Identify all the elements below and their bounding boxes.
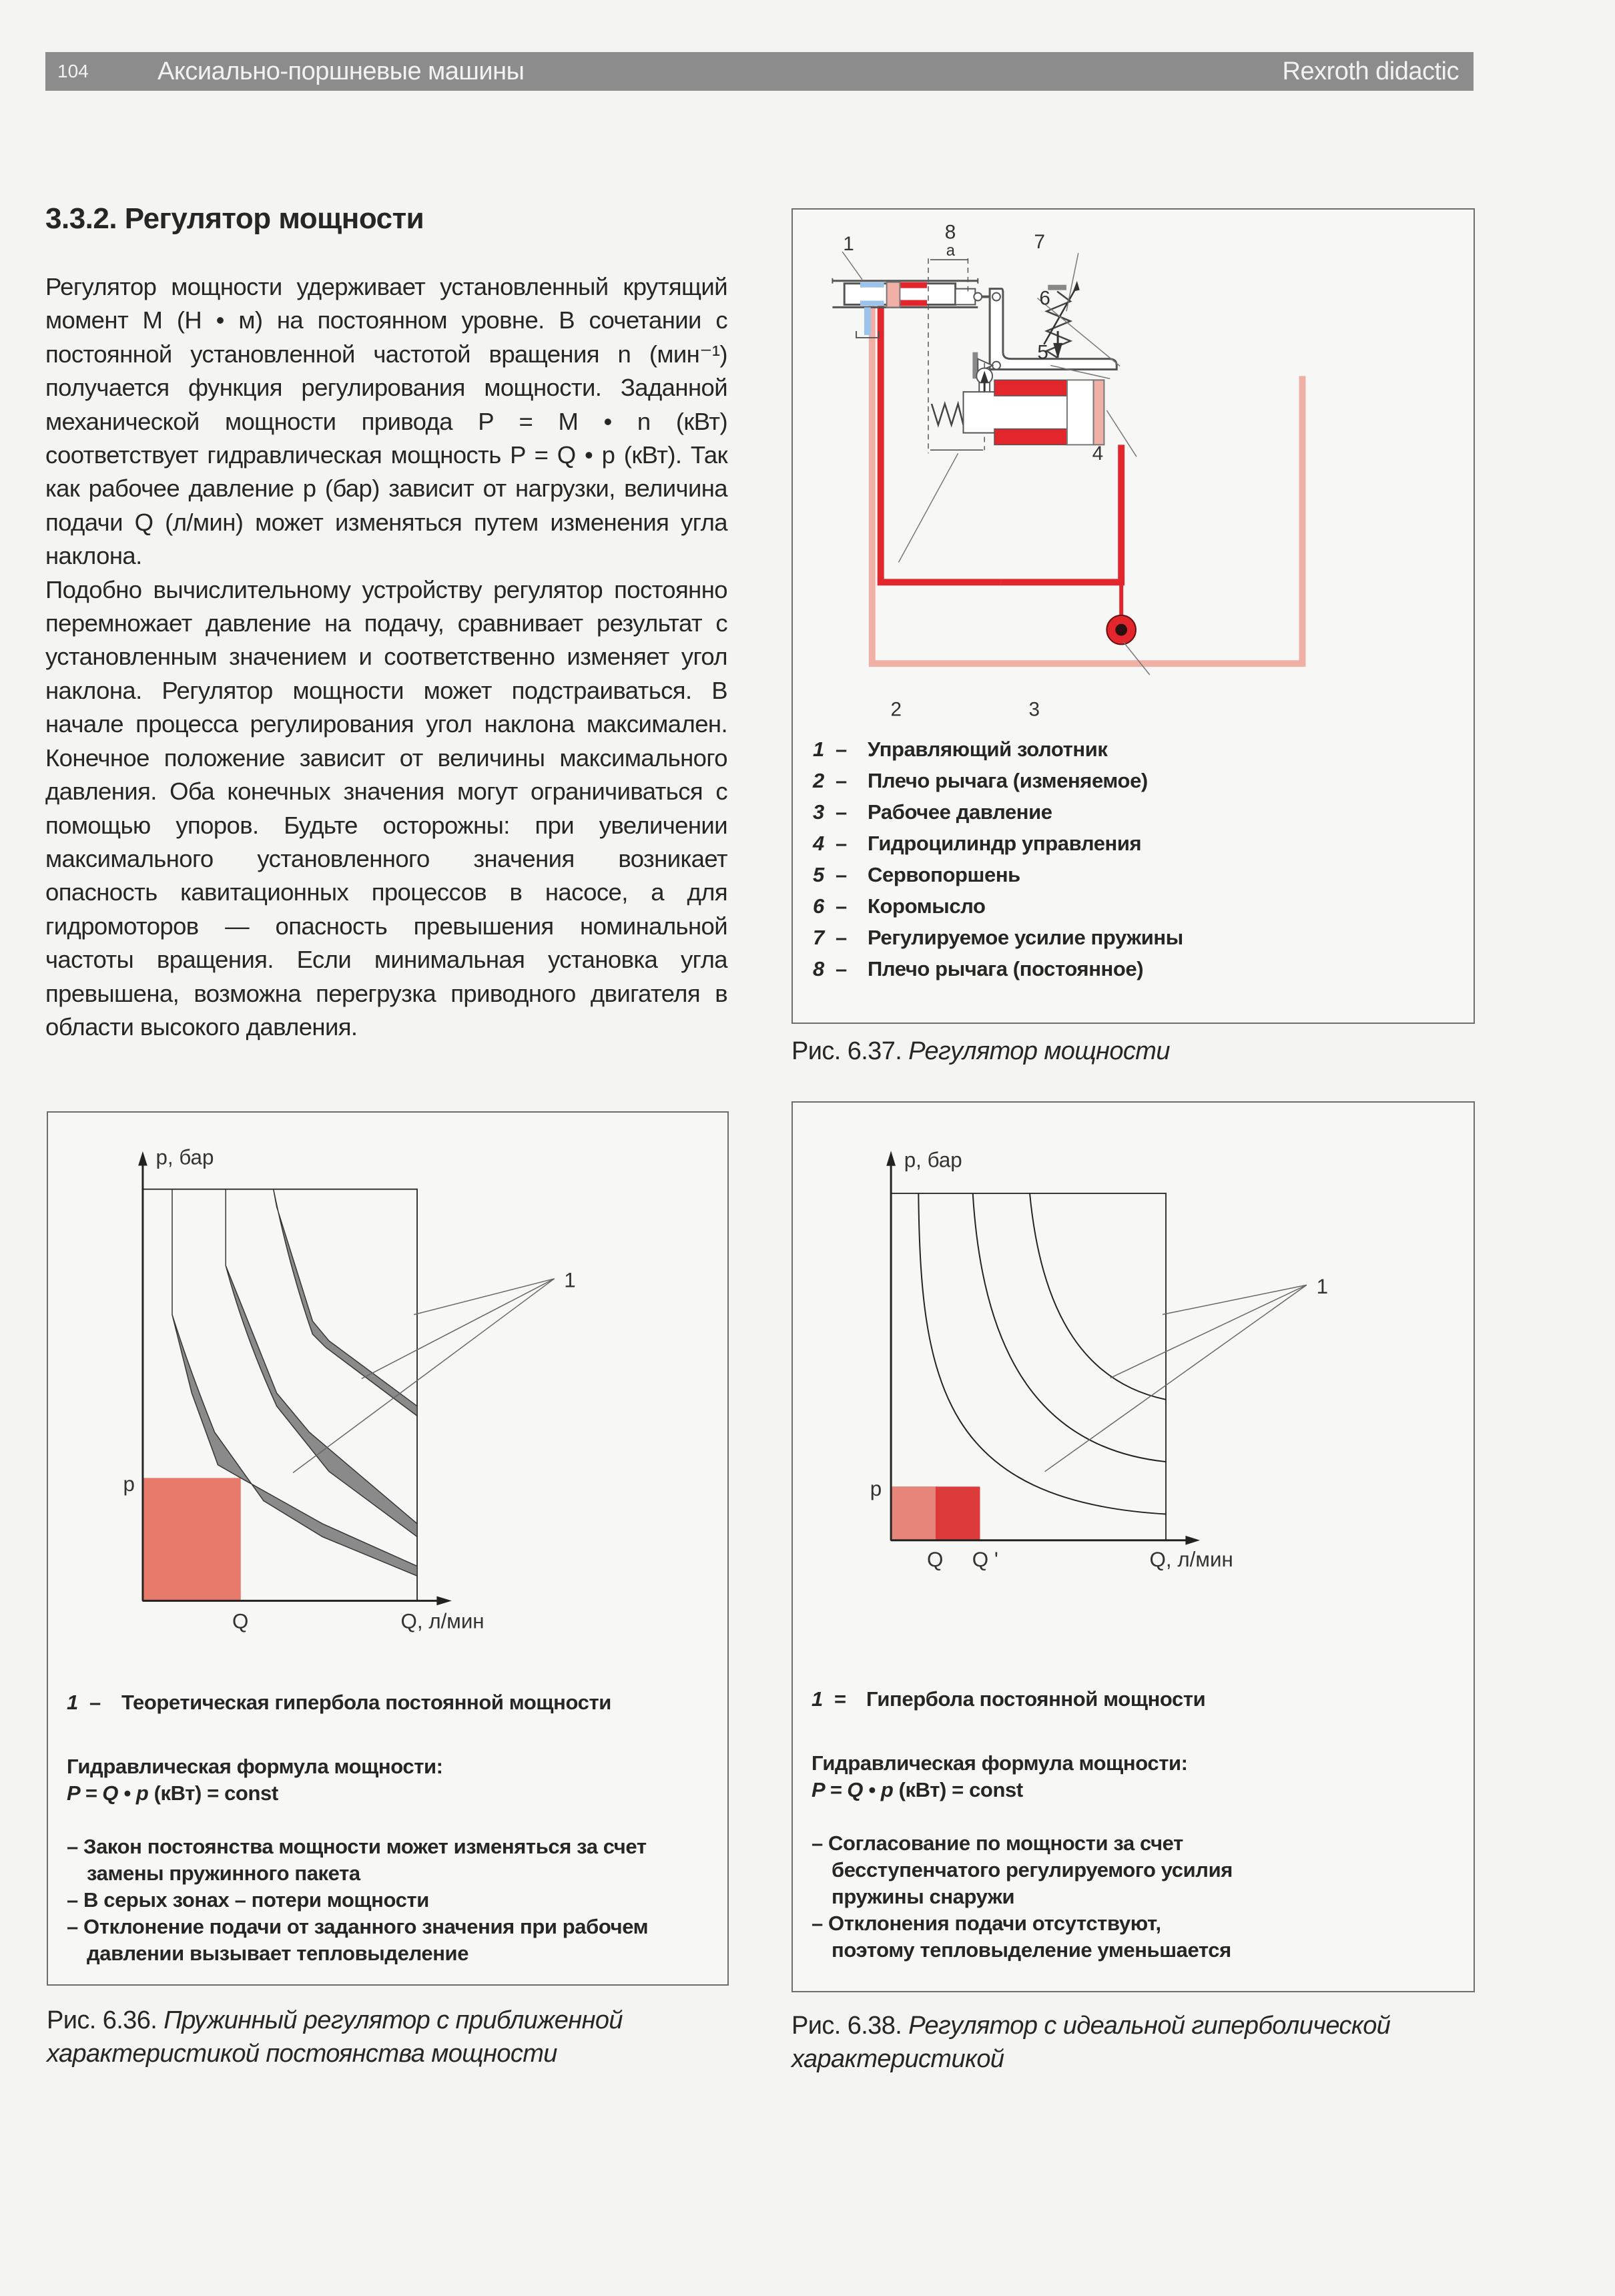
figure-6-36-notes [67,1753,707,1967]
figure-6-38-legend: 1 = Гипербола постоянной мощности [812,1687,1206,1711]
notes-list [67,1833,707,1967]
note-item: – Закон постоянства мощности может изменяться за счет замены пружинного пакета [67,1835,647,1885]
figure-6-37-legend [813,734,1183,984]
svg-text:8: 8 [944,221,956,244]
svg-text:a: a [946,242,955,260]
figure-6-38-caption: Рис. 6.38. Регулятор с идеальной гиперболической характеристикой [791,2012,1391,2073]
power-formula: P = Q • p (кВт) = const [67,1781,278,1805]
svg-text:1: 1 [1316,1275,1329,1299]
svg-text:5: 5 [1037,341,1048,364]
power-regulator-schematic [793,210,1474,730]
section-title: 3.3.2. Регулятор мощности [45,202,424,235]
svg-text:1: 1 [564,1268,576,1292]
svg-text:p, бар: p, бар [155,1145,214,1169]
figure-6-38-notes [812,1750,1452,1964]
brand-label: Rexroth didactic [1282,57,1459,85]
note-item: – Отклонения подачи отсутствуют, поэтому тепловыделение уменьшается [812,1912,1231,1962]
legend-item: 8 – Плечо рычага (постоянное) [813,957,1144,980]
ideal-hyperbola-chart [793,1103,1474,1690]
formula-title: Гидравлическая формула мощности: [67,1755,443,1778]
svg-text:Q, л/мин: Q, л/мин [1149,1548,1233,1571]
legend-item: 2 – Плечо рычага (изменяемое) [813,769,1148,792]
svg-text:Q: Q [232,1609,249,1633]
svg-text:Q: Q [927,1548,944,1571]
paragraph-1: Регулятор мощности удерживает установленный крутящий момент M (Н • м) на постоянном уровне. В сочетании с постоянной установленной частотой вращения n (мин⁻¹) получается функция регулирования мощности. Заданной механической мощности привода P = M • n (кВт) соответствует гидравлическая мощность P = Q • p (кВт). Так как рабочее давление p (бар) зависит от нагрузки, величина подачи Q (л/мин) может изменяться путем изменения угла наклона. [45,273,727,570]
svg-text:Q ': Q ' [972,1548,998,1571]
svg-text:p: p [870,1477,882,1501]
legend-item: 5 – Сервопоршень [813,863,1020,886]
legend-item: 4 – Гидроцилиндр управления [813,832,1142,855]
notes-list [812,1830,1239,1964]
legend-item: 7 – Регулируемое усилие пружины [813,926,1183,949]
svg-text:1: 1 [843,233,854,256]
figure-6-37-box [791,208,1475,1024]
body-text [45,270,727,1044]
svg-text:2: 2 [890,698,902,721]
figure-6-36-box [47,1111,729,1986]
legend-item: 1 – Управляющий золотник [813,738,1108,761]
svg-text:p, бар: p, бар [904,1148,962,1172]
pump-icon [1106,615,1136,645]
figure-6-37-caption: Рис. 6.37. Регулятор мощности [791,1037,1170,1065]
legend-item: 3 – Рабочее давление [813,800,1052,824]
svg-text:7: 7 [1034,231,1045,254]
svg-text:6: 6 [1039,287,1050,310]
figure-6-36-caption: Рис. 6.36. Пружинный регулятор с приближенной характеристикой постоянства мощности [47,2006,623,2068]
power-formula: P = Q • p (кВт) = const [812,1778,1023,1801]
chapter-title: Аксиально-поршневые машины [157,57,525,85]
note-item: – Отклонение подачи от заданного значения при рабочем давлении вызывает тепловыделение [67,1915,649,1965]
svg-text:Q, л/мин: Q, л/мин [400,1609,485,1633]
figure-6-36-legend: 1 – Теоретическая гипербола постоянной мощности [67,1691,611,1714]
note-item: – Согласование по мощности за счет бесступенчатого регулируемого усилия пружины снаружи [812,1831,1233,1908]
control-spool-icon [832,278,995,338]
svg-text:3: 3 [1028,698,1040,721]
note-item: – В серых зонах – потери мощности [67,1888,429,1912]
approx-power-curve-chart [48,1113,727,1680]
legend-item: 6 – Коромысло [813,894,986,918]
svg-text:p: p [123,1472,135,1496]
figure-6-38-box [791,1101,1475,1992]
page-header [45,52,1474,91]
page-number: 104 [57,61,89,81]
formula-title: Гидравлическая формула мощности: [812,1751,1188,1775]
paragraph-2: Подобно вычислительному устройству регулятор постоянно перемножает давление на подачу, сравнивает результат с установленным значением и соответственно изменяет угол наклона. Регулятор мощности может подстраиваться. В начале процесса регулирования угол наклона максимален. Конечное положение зависит от величины максимального давления. Оба конечных значения могут ограничиваться с помощью упоров. Будьте осторожны: при увеличении максимального установленного значения возникает опасность кавитационных процессов в насосе, а для гидромоторов — опасность превышения номинальной частоты вращения. Если минимальная установка угла превышена, возможна перегрузка приводного двигателя в области высокого давления. [45,575,727,1041]
svg-text:4: 4 [1092,443,1104,465]
